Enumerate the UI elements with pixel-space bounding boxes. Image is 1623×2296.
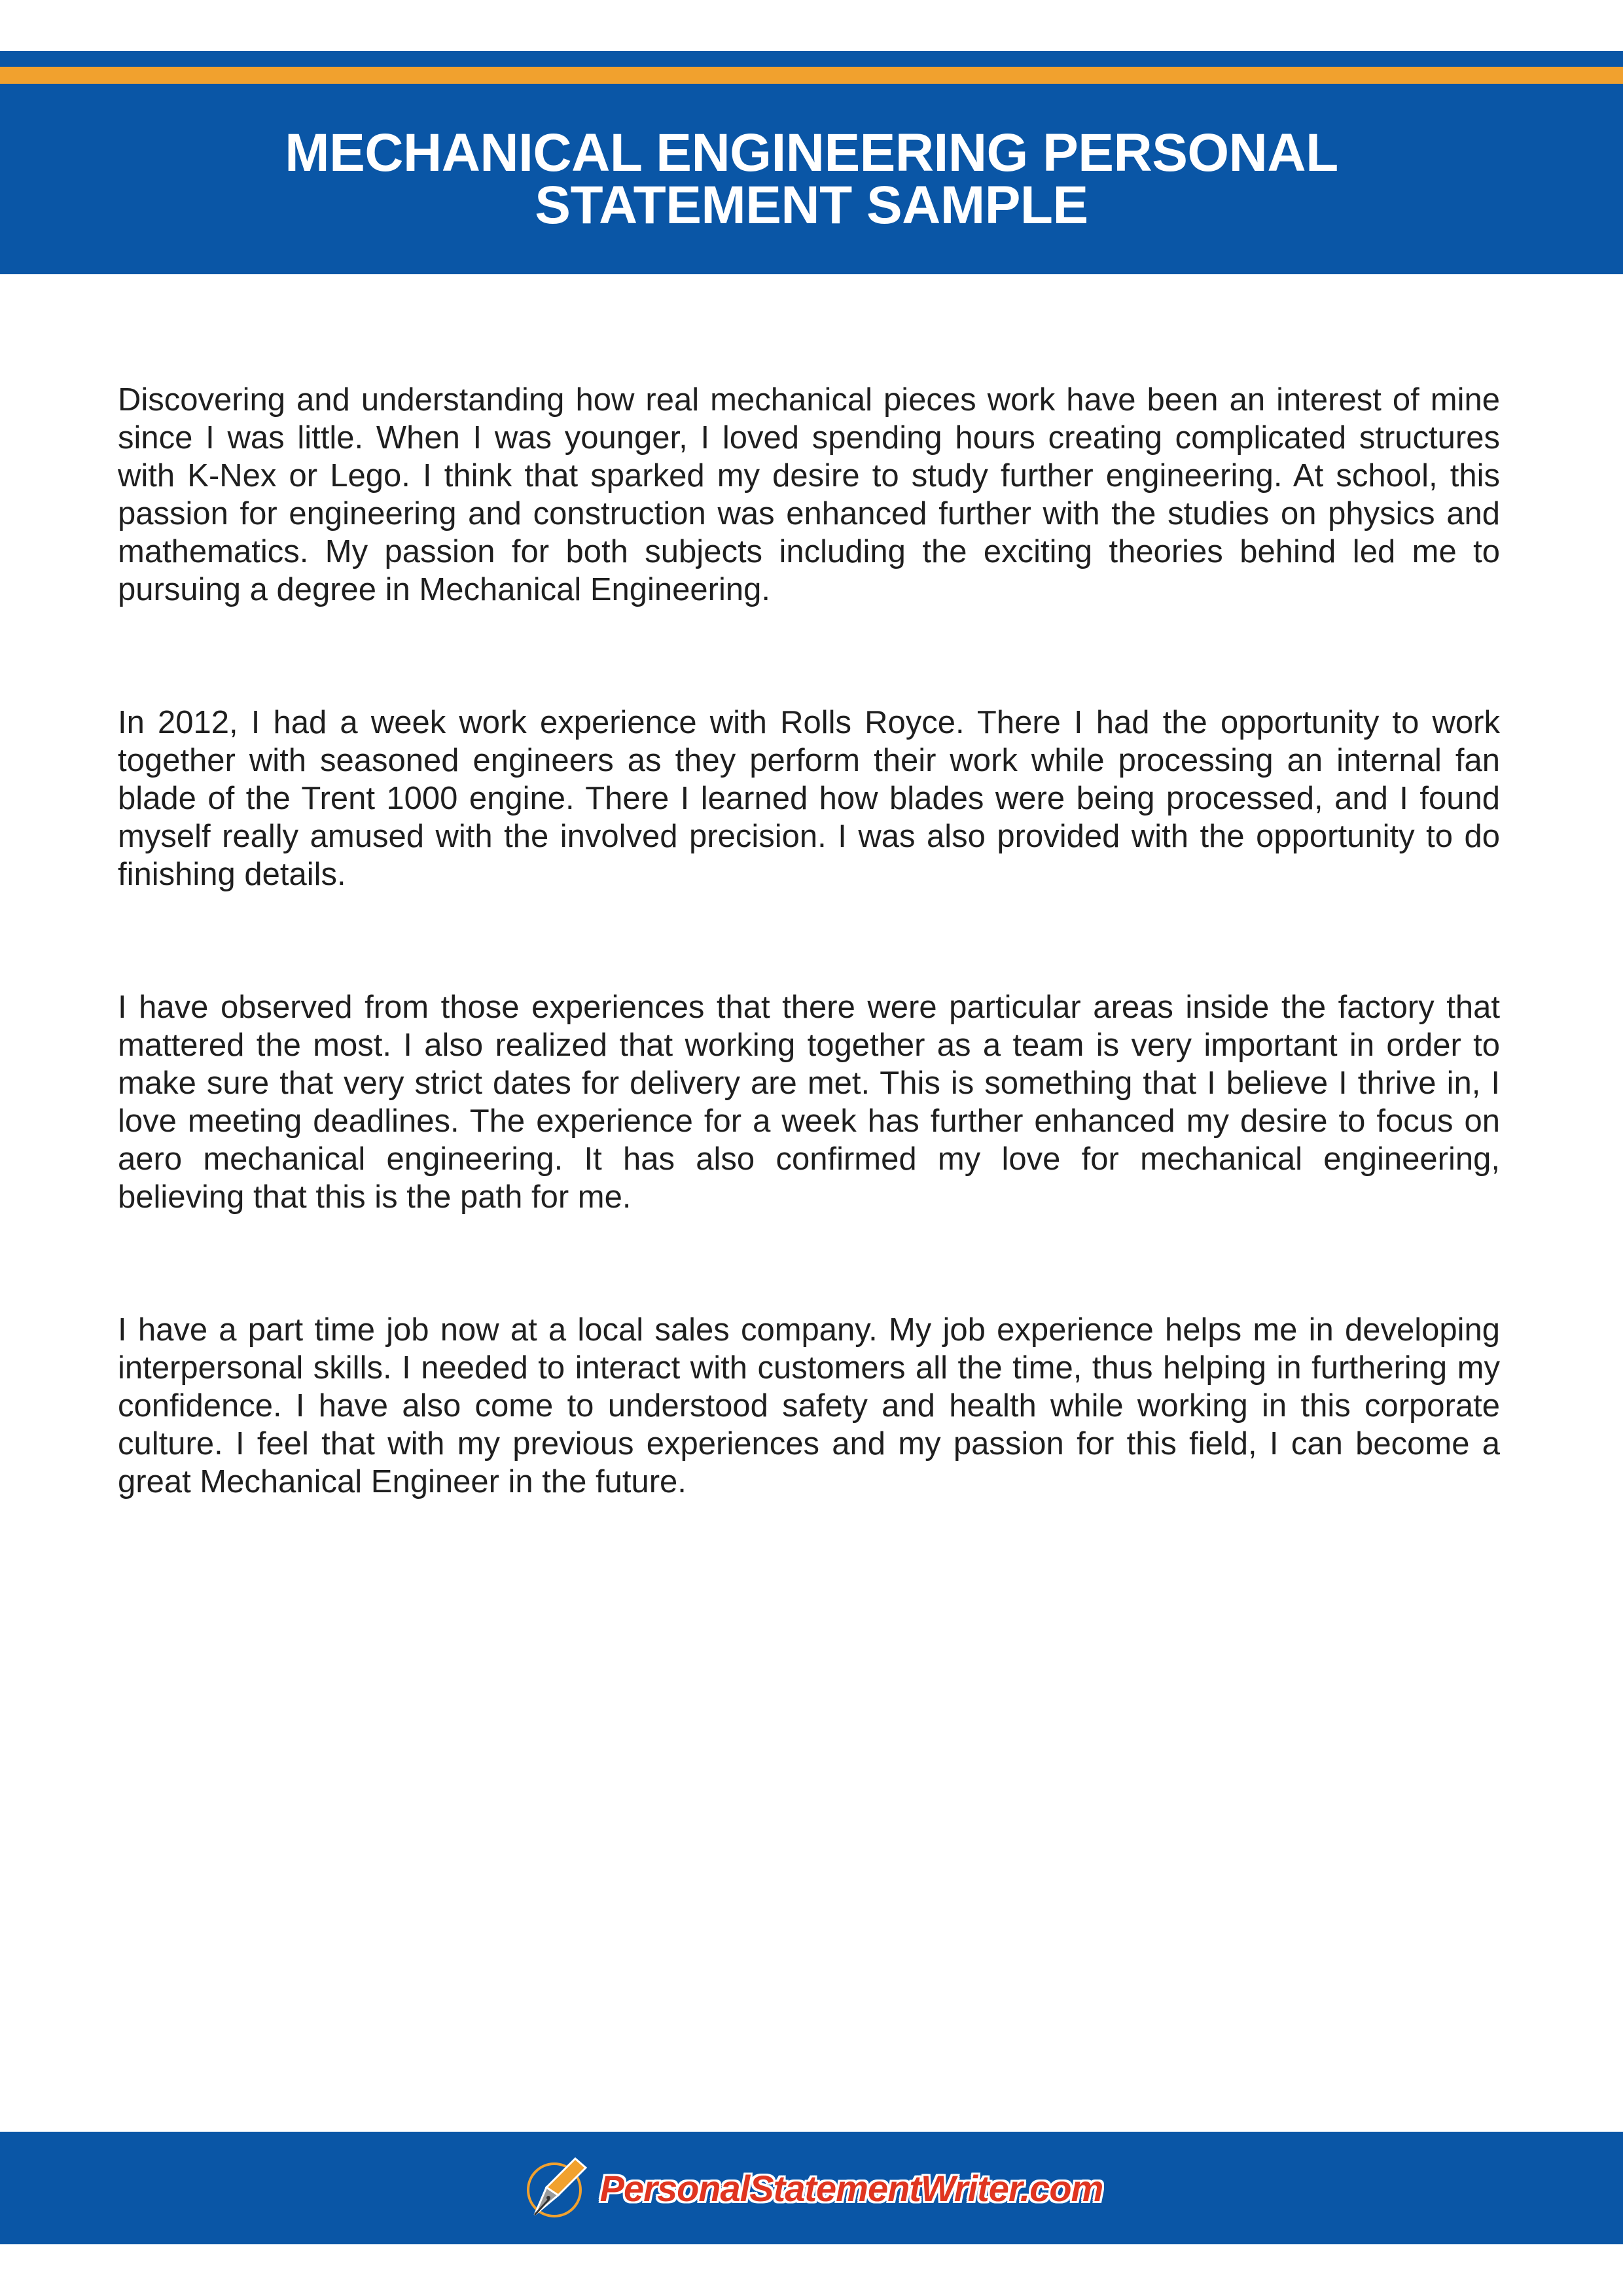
- brand-name[interactable]: PersonalStatementWriter.com: [599, 2167, 1103, 2209]
- paragraph-1: Discovering and understanding how real mechanical pieces work have been an interest of mine since I was little. When I was younger, I loved spending hours creating complicated structures with K-Nex or Lego. I think that sparked my desire to study further engineering. At school, this passion for engineering and construction was enhanced further with the studies on physics and mathematics. My passion for both subjects including the exciting theories behind led me to pursuing a degree in Mechanical Engineering.: [118, 382, 1500, 607]
- page-title-line-2: STATEMENT SAMPLE: [535, 175, 1088, 235]
- top-orange-stripe: [0, 67, 1623, 84]
- paragraph-3: I have observed from those experiences that there were particular areas inside the factory that mattered the most. I also realized that working together as a team is very important in order to make sure that very strict dates for delivery are met. This is something that I believe I thrive in, I love meeting deadlines. The experience for a week has further enhanced my desire to focus on aero mechanical engineering. It has also confirmed my love for mechanical engineering, believing that this is the path for me.: [118, 990, 1500, 1215]
- footer-logo[interactable]: [520, 2152, 1103, 2224]
- footer-band: [0, 2132, 1623, 2244]
- statement-body: [118, 381, 1500, 1501]
- paragraph-4: I have a part time job now at a local sales company. My job experience helps me in developing interpersonal skills. I needed to interact with customers all the time, thus helping in furthering my confidence. I have also come to understood safety and health while working in this corporate culture. I feel that with my previous experiences and my passion for this field, I can become a great Mechanical Engineer in the future.: [118, 1312, 1500, 1499]
- page-title-line-1: MECHANICAL ENGINEERING PERSONAL: [285, 122, 1338, 183]
- paragraph-2: In 2012, I had a week work experience with Rolls Royce. There I had the opportunity to work together with seasoned engineers as they perform their work while processing an internal fan blade of the Trent 1000 engine. There I learned how blades were being processed, and I found myself really amused with the involved precision. I was also provided with the opportunity to do finishing details.: [118, 705, 1500, 892]
- top-blue-stripe: [0, 51, 1623, 67]
- pen-nib-icon: [520, 2152, 592, 2224]
- header-band: [0, 84, 1623, 274]
- page-title: [285, 122, 1338, 235]
